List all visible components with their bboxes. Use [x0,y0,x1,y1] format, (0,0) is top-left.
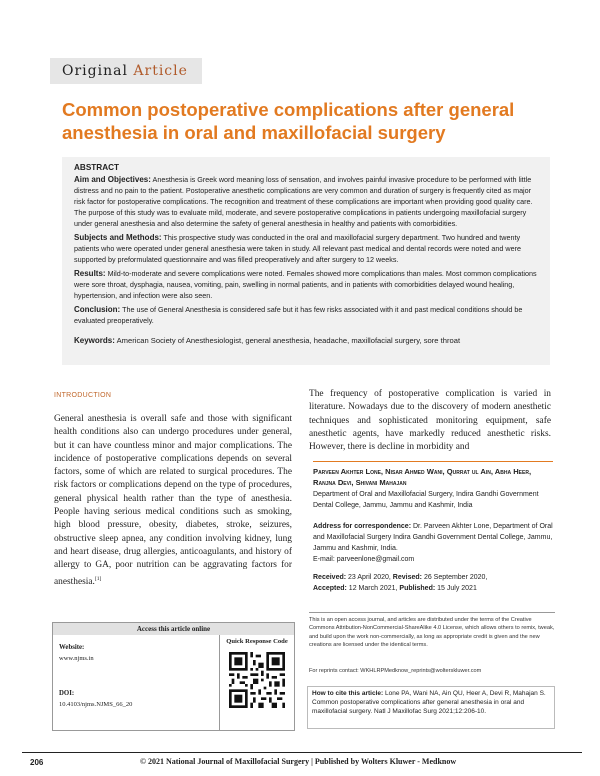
badge-word-2: Article [133,63,188,79]
methods-text: This prospective study was conducted in the oral and maxillofacial surgery department. Two hundred and twenty patients who were operated under general anesthesia were taken in study. All relevant past medical and dental records were noted and were supported by preformulated questionnaire and was filled preoperatively and after surgery to 12 weeks. [74,233,521,264]
abstract-box [62,157,550,365]
abstract-conclusion [74,304,542,326]
keywords-text: American Society of Anesthesiologist, general anesthesia, headache, maxillofacial surgery, sore throat [116,336,461,345]
revised-date: 26 September 2020, [423,574,488,581]
author-affiliation: Department of Oral and Maxillofacial Surgery, Indira Gandhi Government Dental College, Jammu, Jammu and Kashmir, India [313,491,539,509]
access-online-box [52,622,295,731]
citation-ref[interactable]: [1] [94,575,102,582]
how-to-cite-text: Lone PA, Wani NA, Ain QU, Heer A, Devi R, Mahajan S. Common postoperative complications after general anesthesia in oral and maxillofacial surgery. Natl J Maxillofac Surg 2021;12:206-10. [312,690,546,715]
license-text: This is an open access journal, and articles are distributed under the terms of the Creative Commons Attribution-NonCommercial-ShareAlike 4.0 License, which allows others to remix, tweak, and build upon the work non-commercially, as long as appropriate credit is given and the new creations are licensed under the identical terms. [309,612,555,650]
intro-right-column [309,388,551,454]
published-label: Published: [399,585,436,592]
abstract-keywords [74,335,542,346]
correspondence-email[interactable]: E-mail: parveenlone@gmail.com [313,556,415,563]
how-to-cite-box [307,686,555,729]
badge-word-1: Original [62,63,128,79]
how-to-cite-label: How to cite this article: [312,690,384,697]
reprints-contact: For reprints contact: WKHLRPMedknow_reprints@wolterskluwer.com [309,668,482,674]
conclusion-text: The use of General Anesthesia is considered safe but it has few risks associated with it and past medical conditions should be evaluated preoperatively. [74,305,523,325]
qr-column [220,635,294,730]
website-link[interactable]: www.njms.in [59,655,94,662]
qr-code-icon[interactable] [229,652,285,708]
intro-left-text: General anesthesia is overall safe and those with significant health conditions also can undergo procedures under general, but it can have countless minor and major complications. The incidence of postoperative complications depends on several factors, some of which are related to surgical procedures. The risk factors or complications depend on the type of procedures, general physical health rather than the type of anesthesia. People having serious medical conditions such as smoking, high blood pressure, obesity, diabetes, stroke, seizures, obstructive sleep apnea, any condition involving kidney, lung and heart disease, drug allergies, anticoagulants, and history of allergy to GA, poor nutrition can be aggravating factors for anesthesia. [54,414,292,587]
aim-text: Anesthesia is Greek word meaning loss of sensation, and involves painful invasive procedure to be performed with little distress and no pain to the patient. Postoperative anesthetic complications are very common and duration of surgery is frequently cited as major risk factor for postoperative complications. The recognition and treatment of these complications are important when providing good quality care. The purpose of this study was to evaluate mild, moderate, and severe postoperative complications in patients undergoing maxillofacial surgery under general anesthesia and also determine the safety of general anesthesia in healthy and patients with comorbidities. [74,175,533,228]
published-date: 15 July 2021 [437,585,477,592]
abstract-aim [74,174,542,229]
accepted-date: 12 March 2021, [348,585,398,592]
qr-label: Quick Response Code [226,638,288,645]
article-dates [313,572,553,594]
access-heading: Access this article online [53,623,294,635]
footer-rule [22,752,582,753]
access-info-column [53,635,220,730]
author-info [313,461,553,594]
abstract-heading: ABSTRACT [74,163,120,172]
website-label: Website: [59,644,85,651]
correspondence-label: Address for correspondence: [313,523,412,530]
received-label: Received: [313,574,347,581]
doi-label: DOI: [59,690,75,697]
received-date: 23 April 2020, [348,574,391,581]
doi-link[interactable]: 10.4103/njms.NJMS_66_20 [59,701,133,708]
introduction-heading: INTRODUCTION [54,392,112,399]
correspondence-text: Dr. Parveen Akhter Lone, Department of Oral and Maxillofacial Surgery Indira Gandhi Government Dental College, Jammu, Jammu and Kashmir, India. [313,523,553,552]
intro-paragraph-1 [54,413,292,589]
intro-right-text: The frequency of postoperative complication is varied in literature. Nowadays due to the discovery of modern anesthetic techniques and sophisticated monitoring equipment, safe anesthetic agents, have markedly reduced anesthetic risks. However, there is decline in morbidity and [309,389,551,453]
article-type-badge [50,58,202,84]
results-label: Results: [74,269,106,278]
revised-label: Revised: [392,574,422,581]
page-number: 206 [30,758,44,767]
results-text: Mild-to-moderate and severe complications were noted. Females showed more complications than males. Most common complications were sore throat, dysphagia, nausea, vomiting, pain, swelling in normal patients, and in patients with comorbidities delayed wound healing, hypertension, and infection were also seen. [74,269,537,300]
methods-label: Subjects and Methods: [74,233,162,242]
aim-label: Aim and Objectives: [74,175,151,184]
author-names: Parveen Akhter Lone, Nisar Ahmed Wani, Qurrat ul Ain, Abha Heer, Ranjna Devi, Shivani Mahajan [313,467,532,487]
abstract-results [74,268,542,301]
keywords-label: Keywords: [74,336,115,345]
correspondence [313,521,553,565]
footer-copyright: © 2021 National Journal of Maxillofacial Surgery | Published by Wolters Kluwer - Medknow [140,757,457,766]
accepted-label: Accepted: [313,585,347,592]
article-title: Common postoperative complications after general anesthesia in oral and maxillofacial surgery [62,99,515,143]
intro-left-column [54,413,292,589]
abstract-methods [74,232,542,265]
conclusion-label: Conclusion: [74,305,121,314]
